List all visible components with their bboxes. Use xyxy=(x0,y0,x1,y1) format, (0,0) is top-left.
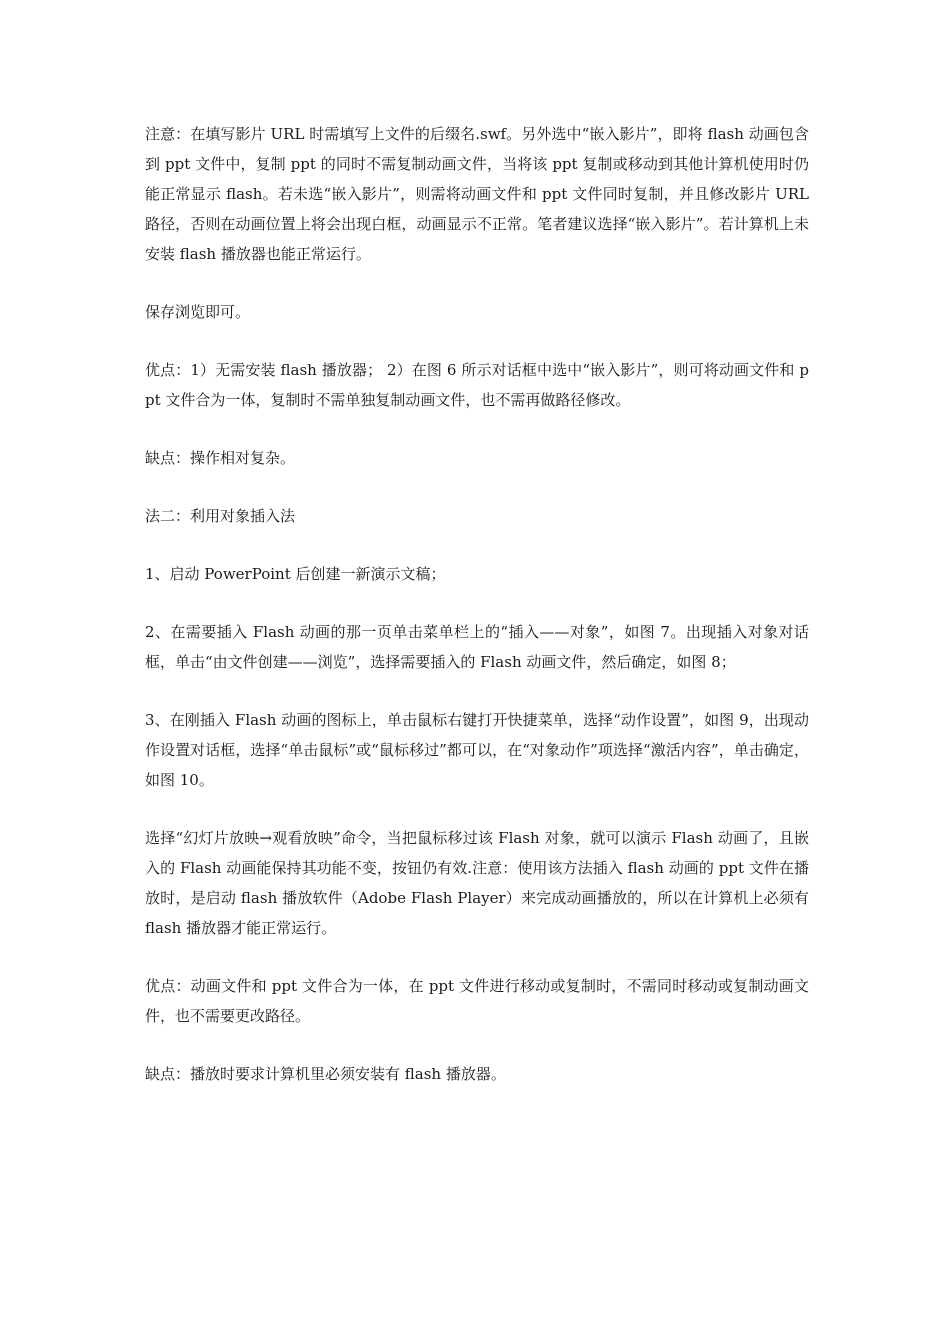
paragraph-step-3: 3、在刚插入 Flash 动画的图标上，单击鼠标右键打开快捷菜单，选择“动作设置”，如图 9，出现动作设置对话框，选择“单击鼠标”或“鼠标移过”都可以，在“对象动作”项选择“激活内容”，单击确定，如图 10。 xyxy=(145,711,809,789)
paragraph-step-2: 2、在需要插入 Flash 动画的那一页单击菜单栏上的“插入——对象”，如图 7。出现插入对象对话框，单击“由文件创建——浏览”，选择需要插入的 Flash 动画文件，然后确定，如图 8； xyxy=(145,623,809,671)
paragraph-method-two-heading: 法二：利用对象插入法 xyxy=(145,507,296,525)
paragraph-disadvantages-2: 缺点：播放时要求计算机里必须安装有 flash 播放器。 xyxy=(145,1065,506,1083)
paragraph-note-embed: 注意：在填写影片 URL 时需填写上文件的后缀名.swf。另外选中“嵌入影片”，即将 flash 动画包含到 ppt 文件中，复制 ppt 的同时不需复制动画文件，当将该 ppt 复制或移动到其他计算机使用时仍能正常显示 flash。若未选“嵌入影片”，则需将动画文件和 ppt 文件同时复制，并且修改影片 URL 路径，否则在动画位置上将会出现白框，动画显示不正常。笔者建议选择“嵌入影片”。若计算机上未安装 flash 播放器也能正常运行。 xyxy=(145,125,809,263)
paragraph-disadvantages-1: 缺点：操作相对复杂。 xyxy=(145,449,296,467)
paragraph-advantages-2: 优点：动画文件和 ppt 文件合为一体，在 ppt 文件进行移动或复制时，不需同时移动或复制动画文件，也不需要更改路径。 xyxy=(145,977,809,1025)
paragraph-slideshow-note: 选择“幻灯片放映→观看放映”命令，当把鼠标移过该 Flash 对象，就可以演示 Flash 动画了，且嵌入的 Flash 动画能保持其功能不变，按钮仍有效.注意：使用该方法插入 flash 动画的 ppt 文件在播放时，是启动 flash 播放软件（Adobe Flash Player）来完成动画播放的，所以在计算机上必须有 flash 播放器才能正常运行。 xyxy=(145,829,809,937)
paragraph-advantages-1: 优点：1）无需安装 flash 播放器； 2）在图 6 所示对话框中选中“嵌入影片”，则可将动画文件和 ppt 文件合为一体，复制时不需单独复制动画文件，也不需再做路径修改。 xyxy=(145,361,809,409)
document-body xyxy=(145,119,809,1117)
paragraph-step-1: 1、启动 PowerPoint 后创建一新演示文稿； xyxy=(145,565,446,583)
paragraph-save-preview: 保存浏览即可。 xyxy=(145,303,251,321)
